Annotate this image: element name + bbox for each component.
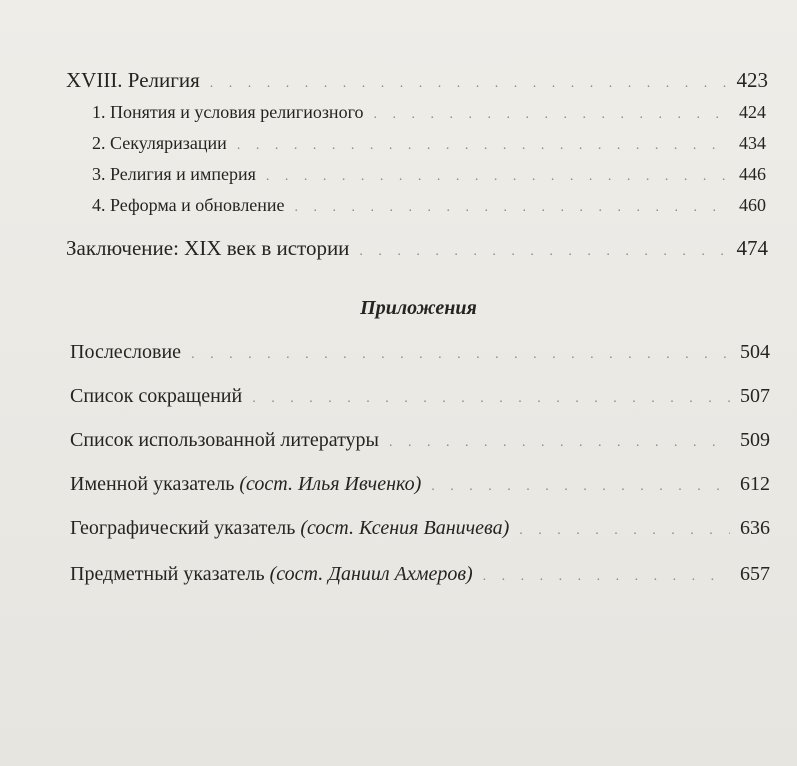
toc-entry-subsection	[92, 133, 766, 154]
toc-entry-title	[70, 429, 379, 452]
dot-leader	[295, 200, 729, 216]
toc-page-number: 423	[736, 68, 768, 92]
toc-entry-appendix	[70, 563, 770, 586]
toc-page-number: 612	[740, 473, 770, 495]
toc-entry-name: Именной указатель	[70, 473, 240, 495]
dot-leader	[519, 523, 730, 539]
toc-entry-title	[70, 473, 421, 496]
toc-page-number: 504	[740, 341, 770, 363]
toc-entry-appendix	[70, 473, 770, 496]
toc-entry-title: XVIII. Религия	[66, 68, 200, 92]
toc-page-number: 434	[739, 133, 766, 153]
toc-page-number: 636	[740, 517, 770, 539]
dot-leader	[359, 244, 726, 260]
toc-page-number: 509	[740, 429, 770, 451]
toc-entry-name: Географический указатель	[70, 517, 301, 539]
toc-entry-compiler: (сост. Илья Ивченко)	[239, 473, 422, 495]
toc-entry-title	[70, 385, 242, 408]
toc-entry-appendix	[70, 517, 770, 540]
toc-entry-title: 2. Секуляризации	[92, 133, 227, 153]
toc-entry-title: 3. Религия и империя	[92, 164, 256, 184]
toc-page-number: 446	[739, 164, 766, 184]
dot-leader	[266, 169, 729, 185]
toc-entry-appendix	[70, 385, 770, 408]
toc-entry-conclusion	[66, 236, 768, 261]
toc-entry-title	[70, 563, 473, 586]
toc-entry-appendix	[70, 429, 770, 452]
dot-leader	[431, 479, 730, 495]
toc-entry-name: Предметный указатель	[70, 563, 270, 585]
toc-page-number: 424	[739, 102, 766, 122]
dot-leader	[237, 138, 729, 154]
toc-entry-compiler: (сост. Ксения Ваничева)	[300, 517, 510, 539]
dot-leader	[210, 76, 727, 92]
toc-entry-title: 4. Реформа и обновление	[92, 195, 285, 215]
toc-entry-chapter	[66, 68, 768, 93]
toc-entry-title: 1. Понятия и условия религиозного	[92, 102, 364, 122]
toc-entry-appendix	[70, 341, 770, 364]
dot-leader	[374, 107, 729, 123]
toc-page-number: 657	[740, 563, 770, 585]
appendix-heading: Приложения	[360, 297, 477, 319]
toc-page-number: 474	[736, 236, 768, 260]
toc-entry-compiler: (сост. Даниил Ахмеров)	[269, 563, 473, 585]
toc-page-number: 507	[740, 385, 770, 407]
toc-page-number: 460	[739, 195, 766, 215]
toc-entry-title	[70, 341, 181, 364]
dot-leader	[252, 391, 730, 407]
toc-entry-name: Список сокращений	[70, 385, 243, 407]
dot-leader	[389, 435, 730, 451]
toc-entry-name: Список использованной литературы	[70, 429, 379, 451]
toc-entry-title: Заключение: XIX век в истории	[66, 236, 350, 260]
toc-entry-subsection	[92, 195, 766, 216]
dot-leader	[483, 569, 730, 585]
dot-leader	[191, 347, 730, 363]
toc-entry-title	[70, 517, 509, 540]
toc-entry-subsection	[92, 102, 766, 123]
toc-entry-subsection	[92, 164, 766, 185]
toc-entry-name: Послесловие	[70, 341, 182, 363]
